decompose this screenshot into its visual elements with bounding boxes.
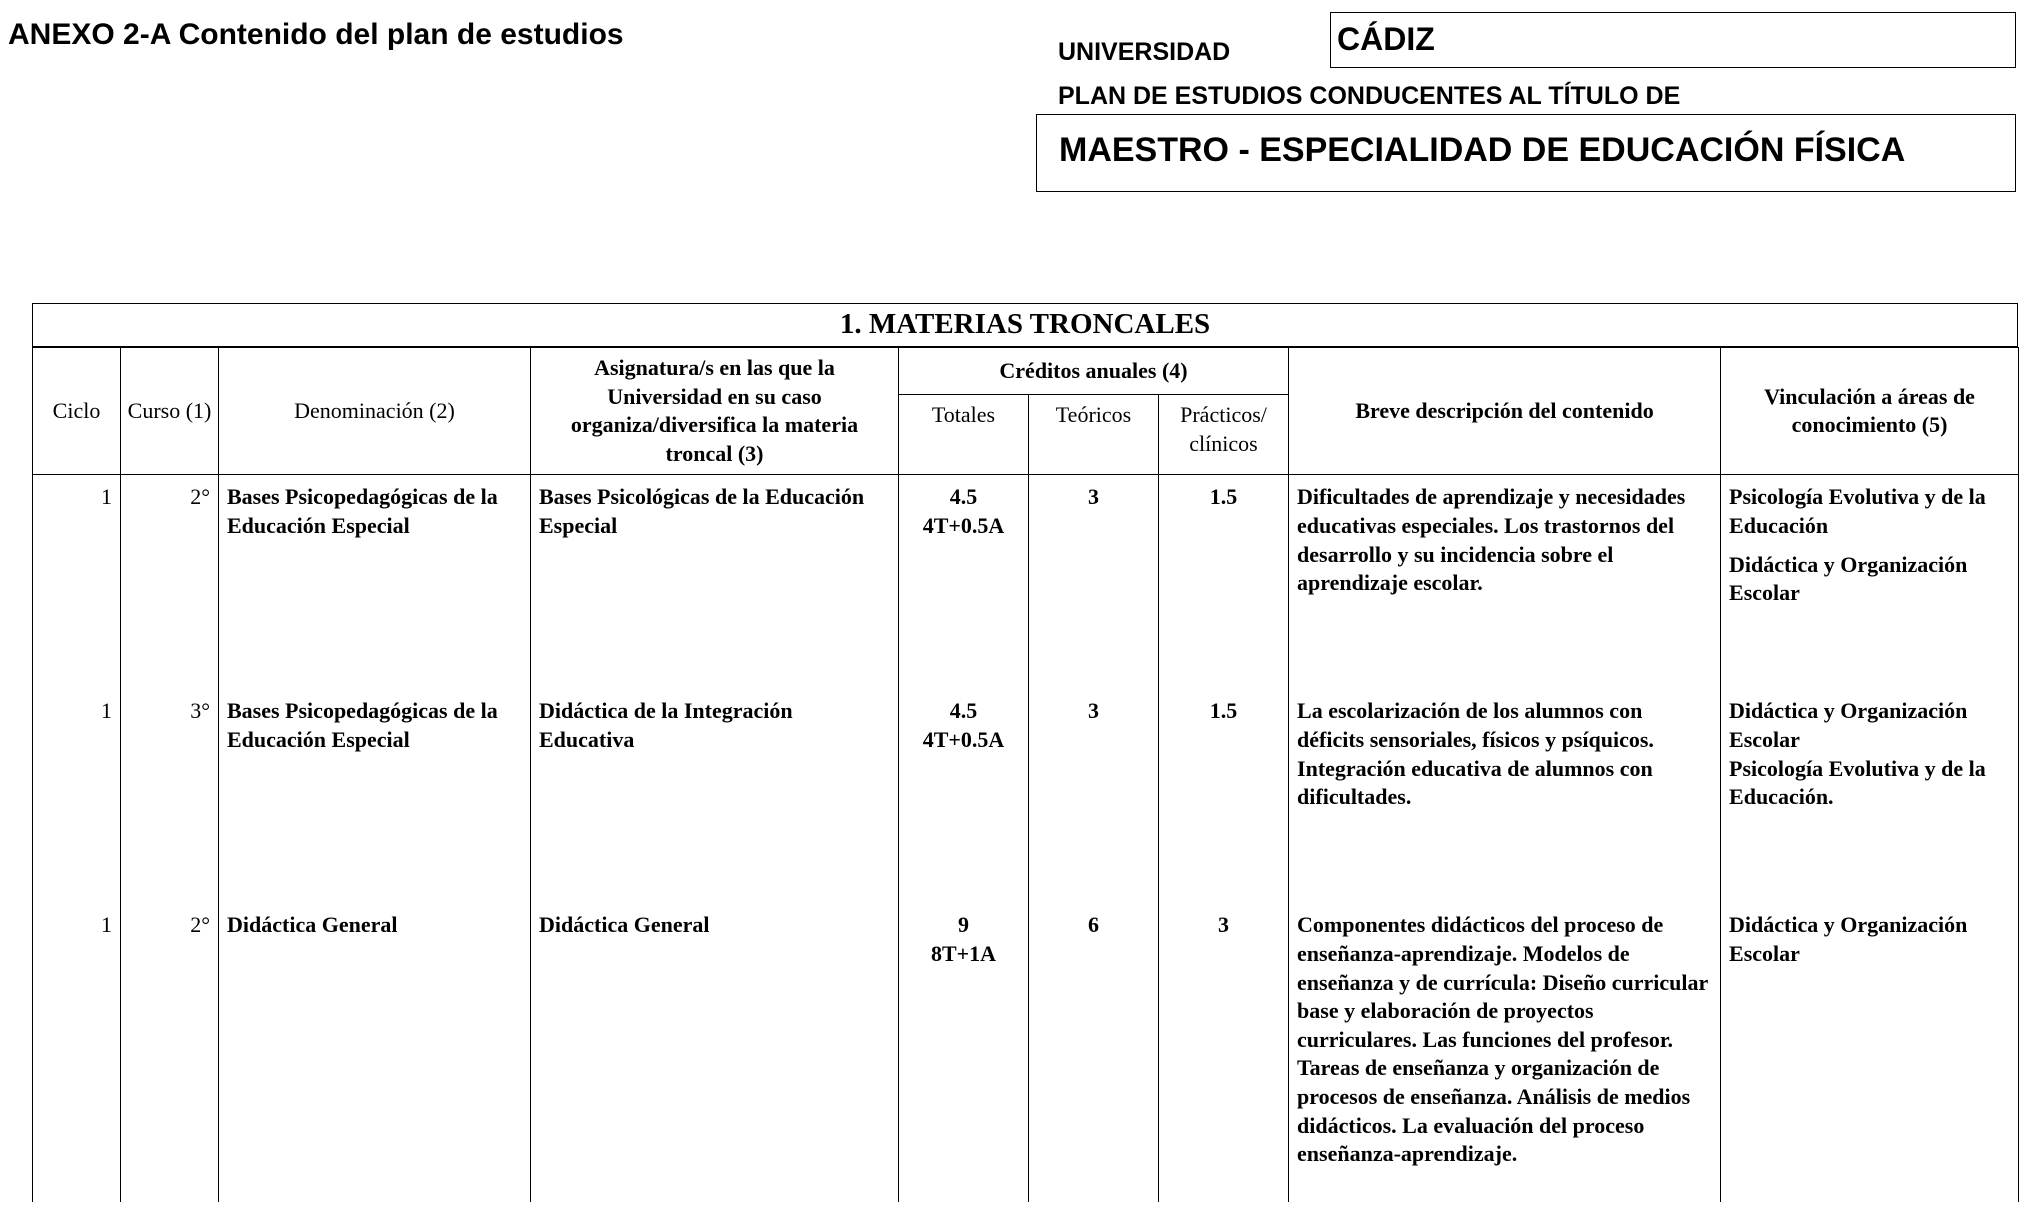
cell-asignatura: Didáctica General (531, 903, 899, 1202)
cell-practicos: 1.5 (1159, 689, 1289, 903)
table-row (33, 689, 2019, 903)
cell-descripcion: La escolarización de los alumnos con déficits sensoriales, físicos y psíquicos. Integración educativa de alumnos con dificultades. (1289, 689, 1721, 903)
col-header-ciclo: Ciclo (33, 348, 121, 475)
section-title: 1. MATERIAS TRONCALES (32, 303, 2018, 347)
totales-value: 4.5 (949, 484, 978, 510)
cell-vinculacion (1721, 689, 2019, 903)
col-header-teoricos: Teóricos (1029, 395, 1159, 475)
table-header-row (33, 348, 2019, 395)
totales-detail: 4T+0.5A (922, 726, 1005, 752)
totales-detail: 4T+0.5A (922, 512, 1005, 538)
cell-teoricos: 3 (1029, 689, 1159, 903)
cell-asignatura: Bases Psicológicas de la Educación Especial (531, 475, 899, 690)
cell-vinculacion (1721, 903, 2019, 1202)
cell-teoricos: 6 (1029, 903, 1159, 1202)
cell-denominacion: Bases Psicopedagógicas de la Educación Especial (219, 689, 531, 903)
cell-denominacion: Bases Psicopedagógicas de la Educación Especial (219, 475, 531, 690)
cell-totales (899, 475, 1029, 690)
cell-denominacion: Didáctica General (219, 903, 531, 1202)
university-value: CÁDIZ (1337, 21, 1435, 57)
cell-ciclo: 1 (33, 689, 121, 903)
curriculum-table-section (32, 303, 2018, 1218)
col-header-curso: Curso (1) (121, 348, 219, 475)
cell-totales (899, 903, 1029, 1202)
cell-ciclo: 1 (33, 475, 121, 690)
col-header-practicos: Prácticos/ clínicos (1159, 395, 1289, 475)
table-row (33, 903, 2019, 1202)
curriculum-table (32, 347, 2019, 1202)
vinculacion-area: Didáctica y Organización Escolar (1729, 912, 1968, 966)
cell-vinculacion (1721, 475, 2019, 690)
vinculacion-area: Psicología Evolutiva y de la Educación (1729, 484, 1986, 538)
cell-practicos: 3 (1159, 903, 1289, 1202)
university-value-box (1330, 12, 2016, 68)
cell-descripcion: Dificultades de aprendizaje y necesidades educativas especiales. Los trastornos del desarrollo y su incidencia sobre el aprendizaje escolar. (1289, 475, 1721, 690)
table-row (33, 475, 2019, 690)
cell-curso: 2° (121, 903, 219, 1202)
cell-teoricos: 3 (1029, 475, 1159, 690)
totales-value: 4.5 (949, 698, 978, 724)
cell-curso: 2° (121, 475, 219, 690)
university-label: UNIVERSIDAD (1058, 38, 1231, 66)
cell-ciclo: 1 (33, 903, 121, 1202)
plan-label: PLAN DE ESTUDIOS CONDUCENTES AL TÍTULO DE (1058, 82, 1681, 110)
col-header-denominacion: Denominación (2) (219, 348, 531, 475)
vinculacion-area: Didáctica y Organización Escolar (1729, 551, 1968, 606)
cell-curso: 3° (121, 689, 219, 903)
totales-value: 9 (958, 912, 969, 938)
totales-detail: 8T+1A (930, 940, 997, 966)
vinculacion-area: Psicología Evolutiva y de la Educación. (1729, 755, 1986, 810)
col-header-totales: Totales (899, 395, 1029, 475)
vinculacion-area: Didáctica y Organización Escolar (1729, 698, 1968, 752)
degree-title-box (1036, 114, 2016, 192)
cell-totales (899, 689, 1029, 903)
col-header-descripcion: Breve descripción del contenido (1289, 348, 1721, 475)
annex-title: ANEXO 2-A Contenido del plan de estudios (8, 18, 624, 51)
col-header-creditos: Créditos anuales (4) (899, 348, 1289, 395)
col-header-asignatura: Asignatura/s en las que la Universidad en su caso organiza/diversifica la materia troncal (3) (531, 348, 899, 475)
cell-asignatura: Didáctica de la Integración Educativa (531, 689, 899, 903)
degree-title: MAESTRO - ESPECIALIDAD DE EDUCACIÓN FÍSICA (1059, 131, 1906, 169)
col-header-vinculacion: Vinculación a áreas de conocimiento (5) (1721, 348, 2019, 475)
cell-practicos: 1.5 (1159, 475, 1289, 690)
cell-descripcion: Componentes didácticos del proceso de enseñanza-aprendizaje. Modelos de enseñanza y de currícula: Diseño curricular base y elaboración de proyectos curriculares. Las funciones del profesor. Tareas de enseñanza y organización de procesos de enseñanza. Análisis de medios didácticos. La evaluación del proceso enseñanza-aprendizaje. (1289, 903, 1721, 1202)
